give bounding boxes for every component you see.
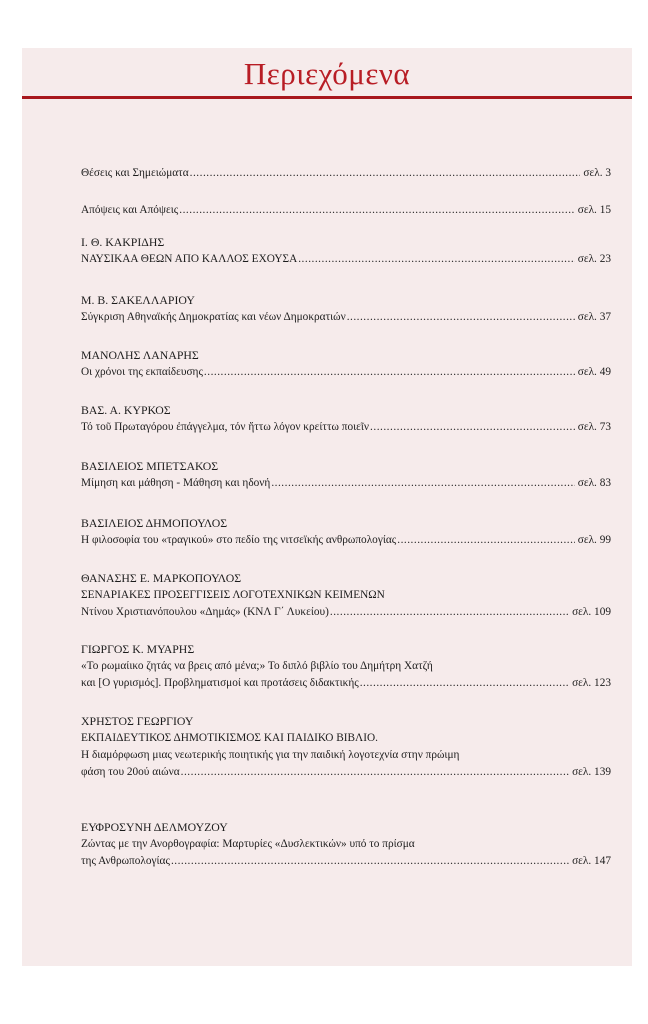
entry-title: Απόψεις και Απόψεις xyxy=(81,204,179,216)
dot-leader xyxy=(298,251,575,268)
dot-leader xyxy=(204,364,575,381)
entry-author: ΘΑΝΑΣΗΣ Ε. ΜΑΡΚΟΠΟΥΛΟΣ xyxy=(81,571,242,585)
page-number: σελ. 15 xyxy=(577,204,611,216)
entry-final-row xyxy=(81,165,611,182)
toc-entry xyxy=(81,515,611,549)
entry-final-row xyxy=(81,419,611,436)
page-number: σελ. 3 xyxy=(583,167,611,179)
entry-final-row xyxy=(81,532,611,549)
entry-author: ΓΙΩΡΓΟΣ Κ. ΜΥΑΡΗΣ xyxy=(81,642,195,656)
dot-leader xyxy=(171,853,569,870)
title-rule xyxy=(22,96,632,99)
toc-entry xyxy=(81,402,611,436)
dot-leader xyxy=(397,532,574,549)
dot-leader xyxy=(330,604,569,621)
page-number: σελ. 23 xyxy=(577,253,611,265)
page-number: σελ. 99 xyxy=(577,534,611,546)
page-number: σελ. 123 xyxy=(572,677,611,689)
toc-entry xyxy=(81,819,611,870)
entry-title: Οι χρόνοι της εκπαίδευσης xyxy=(81,366,203,378)
toc-entry xyxy=(81,713,611,781)
contents-page xyxy=(22,48,632,966)
page-number: σελ. 73 xyxy=(577,421,611,433)
entry-title: ΝΑΥΣΙΚΑΑ ΘΕΩΝ ΑΠΟ ΚΑΛΛΟΣ ΕΧΟΥΣΑ xyxy=(81,253,298,265)
entry-title: Μίμηση και μάθηση - Μάθηση και ηδονή xyxy=(81,477,271,489)
toc-entry xyxy=(81,292,611,326)
entry-title-line: ΣΕΝΑΡΙΑΚΕΣ ΠΡΟΣΕΓΓΙΣΕΙΣ ΛΟΓΟΤΕΧΝΙΚΩΝ ΚΕΙΜΕΝΩΝ xyxy=(81,589,385,601)
entry-final-row xyxy=(81,475,611,492)
entry-title: της Ανθρωπολογίας xyxy=(81,855,170,867)
entry-author: ΧΡΗΣΤΟΣ ΓΕΩΡΓΙΟΥ xyxy=(81,714,194,728)
toc-entry xyxy=(81,458,611,492)
entry-final-row xyxy=(81,251,611,268)
entry-final-row xyxy=(81,309,611,326)
entry-title: Ντίνου Χριστιανόπουλου «Δημάς» (ΚΝΛ Γ΄ Λυκείου) xyxy=(81,606,329,618)
entry-title-line: ΕΚΠΑΙΔΕΥΤΙΚΟΣ ΔΗΜΟΤΙΚΙΣΜΟΣ ΚΑΙ ΠΑΙΔΙΚΟ ΒΙΒΛΙΟ. xyxy=(81,732,378,744)
dot-leader xyxy=(370,419,575,436)
dot-leader xyxy=(190,165,581,182)
toc-entry xyxy=(81,234,611,268)
entry-title: Σύγκριση Αθηναϊκής Δημοκρατίας και νέων Δημοκρατιών xyxy=(81,311,346,323)
entry-title: Τό τοῦ Πρωταγόρου ἐπάγγελμα, τόν ἥττω λόγον κρείττω ποιεῖν xyxy=(81,421,370,433)
entry-author: ΒΑΣΙΛΕΙΟΣ ΜΠΕΤΣΑΚΟΣ xyxy=(81,459,219,473)
entry-author: ΕΥΦΡΟΣΥΝΗ ΔΕΛΜΟΥΖΟΥ xyxy=(81,820,228,834)
dot-leader xyxy=(347,309,575,326)
entry-title-line: «Το ρωμαίικο ζητάς να βρεις από μένα;» Το διπλό βιβλίο του Δημήτρη Χατζή xyxy=(81,660,433,672)
entry-author: ΒΑΣΙΛΕΙΟΣ ΔΗΜΟΠΟΥΛΟΣ xyxy=(81,516,228,530)
entry-final-row xyxy=(81,604,611,621)
entry-author: Ι. Θ. ΚΑΚΡΙΔΗΣ xyxy=(81,235,165,249)
dot-leader xyxy=(271,475,574,492)
entry-final-row xyxy=(81,364,611,381)
entry-title: και [Ο γυρισμός]. Προβληματισμοί και προτάσεις διδακτικής xyxy=(81,677,359,689)
toc-entry xyxy=(81,202,611,219)
toc-entry xyxy=(81,570,611,621)
entry-title-line: Η διαμόρφωση μιας νεωτερικής ποιητικής για την παιδική λογοτεχνία στην πρώιμη xyxy=(81,749,460,761)
page-number: σελ. 37 xyxy=(577,311,611,323)
entry-author: Μ. Β. ΣΑΚΕΛΛΑΡΙΟΥ xyxy=(81,293,195,307)
entry-author: ΜΑΝΟΛΗΣ ΛΑΝΑΡΗΣ xyxy=(81,348,199,362)
toc-entry xyxy=(81,165,611,182)
page-number: σελ. 109 xyxy=(572,606,611,618)
entry-author: ΒΑΣ. Α. ΚΥΡΚΟΣ xyxy=(81,403,171,417)
entry-title: φάση του 20ού αιώνα xyxy=(81,766,180,778)
dot-leader xyxy=(181,764,569,781)
entry-final-row xyxy=(81,202,611,219)
toc-entry xyxy=(81,347,611,381)
page-number: σελ. 147 xyxy=(572,855,611,867)
page-number: σελ. 49 xyxy=(577,366,611,378)
page-title: Περιεχόμενα xyxy=(243,56,411,91)
entry-final-row xyxy=(81,853,611,870)
entry-title-line: Ζώντας με την Ανορθογραφία: Μαρτυρίες «Δυσλεκτικών» υπό το πρίσμα xyxy=(81,838,415,850)
page-number: σελ. 139 xyxy=(572,766,611,778)
entry-final-row xyxy=(81,675,611,692)
toc-entry xyxy=(81,641,611,692)
page-number: σελ. 83 xyxy=(577,477,611,489)
dot-leader xyxy=(179,202,574,219)
dot-leader xyxy=(360,675,569,692)
entry-title: Θέσεις και Σημειώματα xyxy=(81,167,189,179)
entry-title: Η φιλοσοφία του «τραγικού» στο πεδίο της νιτσεϊκής ανθρωπολογίας xyxy=(81,534,397,546)
entry-final-row xyxy=(81,764,611,781)
